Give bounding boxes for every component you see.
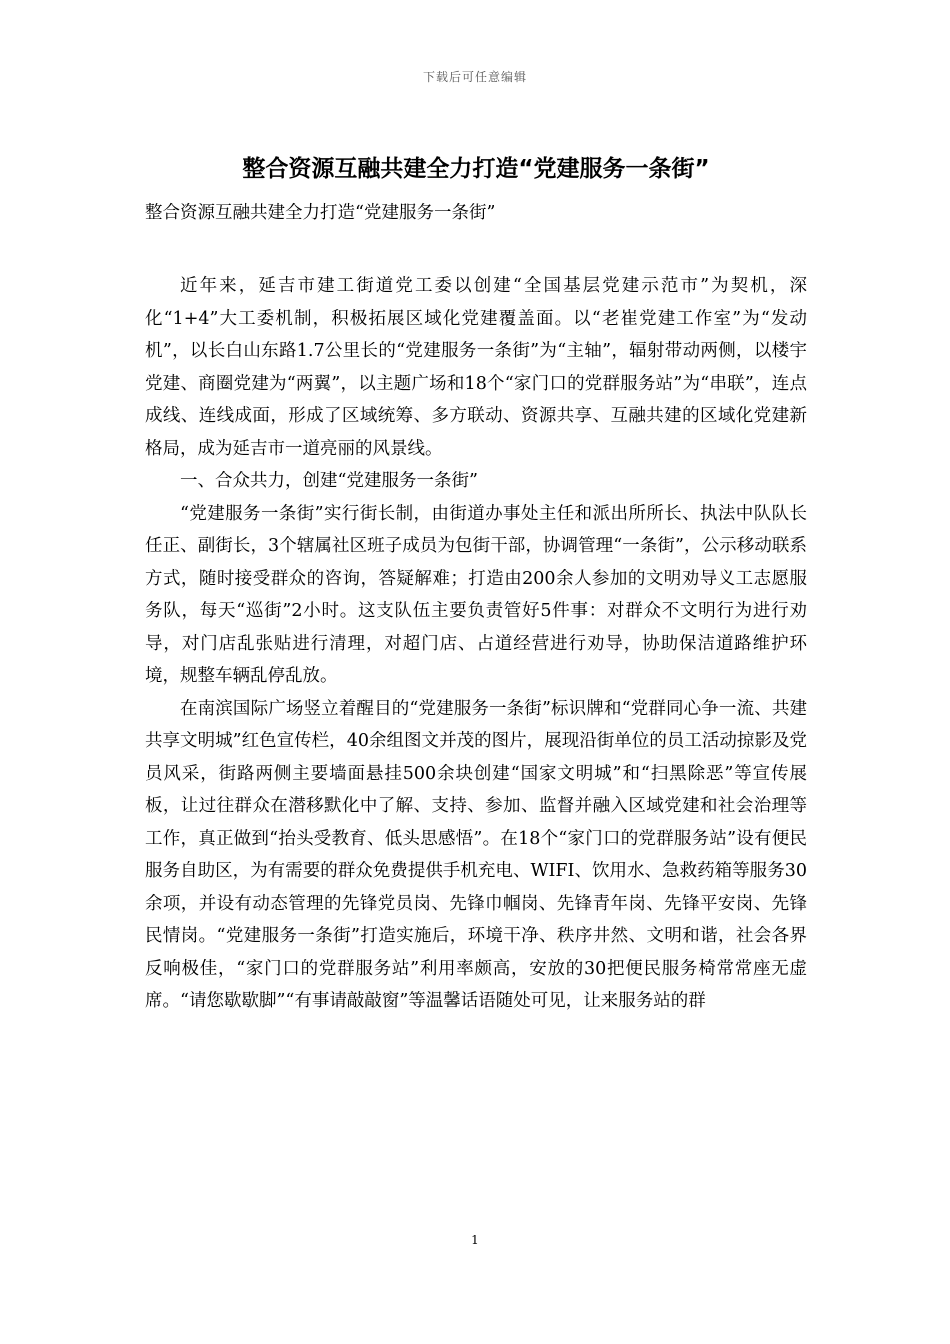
paragraph-street-manager: “党建服务一条街”实行街长制，由街道办事处主任和派出所所长、执法中队队长任正、副街长，3个辖属社区班子成员为包街干部，协调管理“一条街”，公示移动联系方式，随时接受群众的咨询，答疑解难；打造由200余人参加的文明劝导义工志愿服务队，每天“巡街”2小时。这支队伍主要负责管好5件事：对群众不文明行为进行劝导，对门店乱张贴进行清理，对超门店、占道经营进行劝导，协助保洁道路维护环境，规整车辆乱停乱放。 (145, 503, 807, 686)
paragraph-intro: 近年来，延吉市建工街道党工委以创建“全国基层党建示范市”为契机，深化“1+4”大工委机制，积极拓展区域化党建覆盖面。以“老崔党建工作室”为“发动机”，以长白山东路1.7公里长的“党建服务一条街”为“主轴”，辐射带动两侧，以楼宇党建、商圈党建为“两翼”，以主题广场和18个“家门口的党群服务站”为“串联”，连点成线、连线成面，形成了区域统筹、多方联动、资源共享、互融共建的区域化党建新格局，成为延吉市一道亮丽的风景线。 (145, 276, 807, 459)
paragraph-plaza: 在南滨国际广场竖立着醒目的“党建服务一条街”标识牌和“党群同心争一流、共建共享文明城”红色宣传栏，40余组图文并茂的图片，展现沿街单位的员工活动掠影及党员风采，街路两侧主要墙面悬挂500余块创建“国家文明城”和“扫黑除恶”等宣传展板，让过往群众在潜移默化中了解、支持、参加、监督并融入区域党建和社会治理等工作，真正做到“抬头受教育、低头思感悟”。在18个“家门口的党群服务站”设有便民服务自助区，为有需要的群众免费提供手机充电、WIFI、饮用水、急救药箱等服务30余项，并设有动态管理的先锋党员岗、先锋巾帼岗、先锋青年岗、先锋平安岗、先锋民情岗。“党建服务一条街”打造实施后，环境干净、秩序井然、文明和谐，社会各界反响极佳，“家门口的党群服务站”利用率颇高，安放的30把便民服务椅常常座无虚席。“请您歇歇脚”“有事请敲敲窗”等温馨话语随处可见，让来服务站的群 (145, 698, 807, 1011)
document-body (145, 270, 807, 1018)
section-heading: 一、合众共力，创建“党建服务一条街” (180, 471, 478, 491)
document-subtitle: 整合资源互融共建全力打造“党建服务一条街” (145, 203, 496, 223)
document-title: 整合资源互融共建全力打造“党建服务一条街” (242, 156, 710, 182)
page-number: 1 (471, 1233, 479, 1247)
header-note: 下载后可任意编辑 (422, 70, 527, 84)
